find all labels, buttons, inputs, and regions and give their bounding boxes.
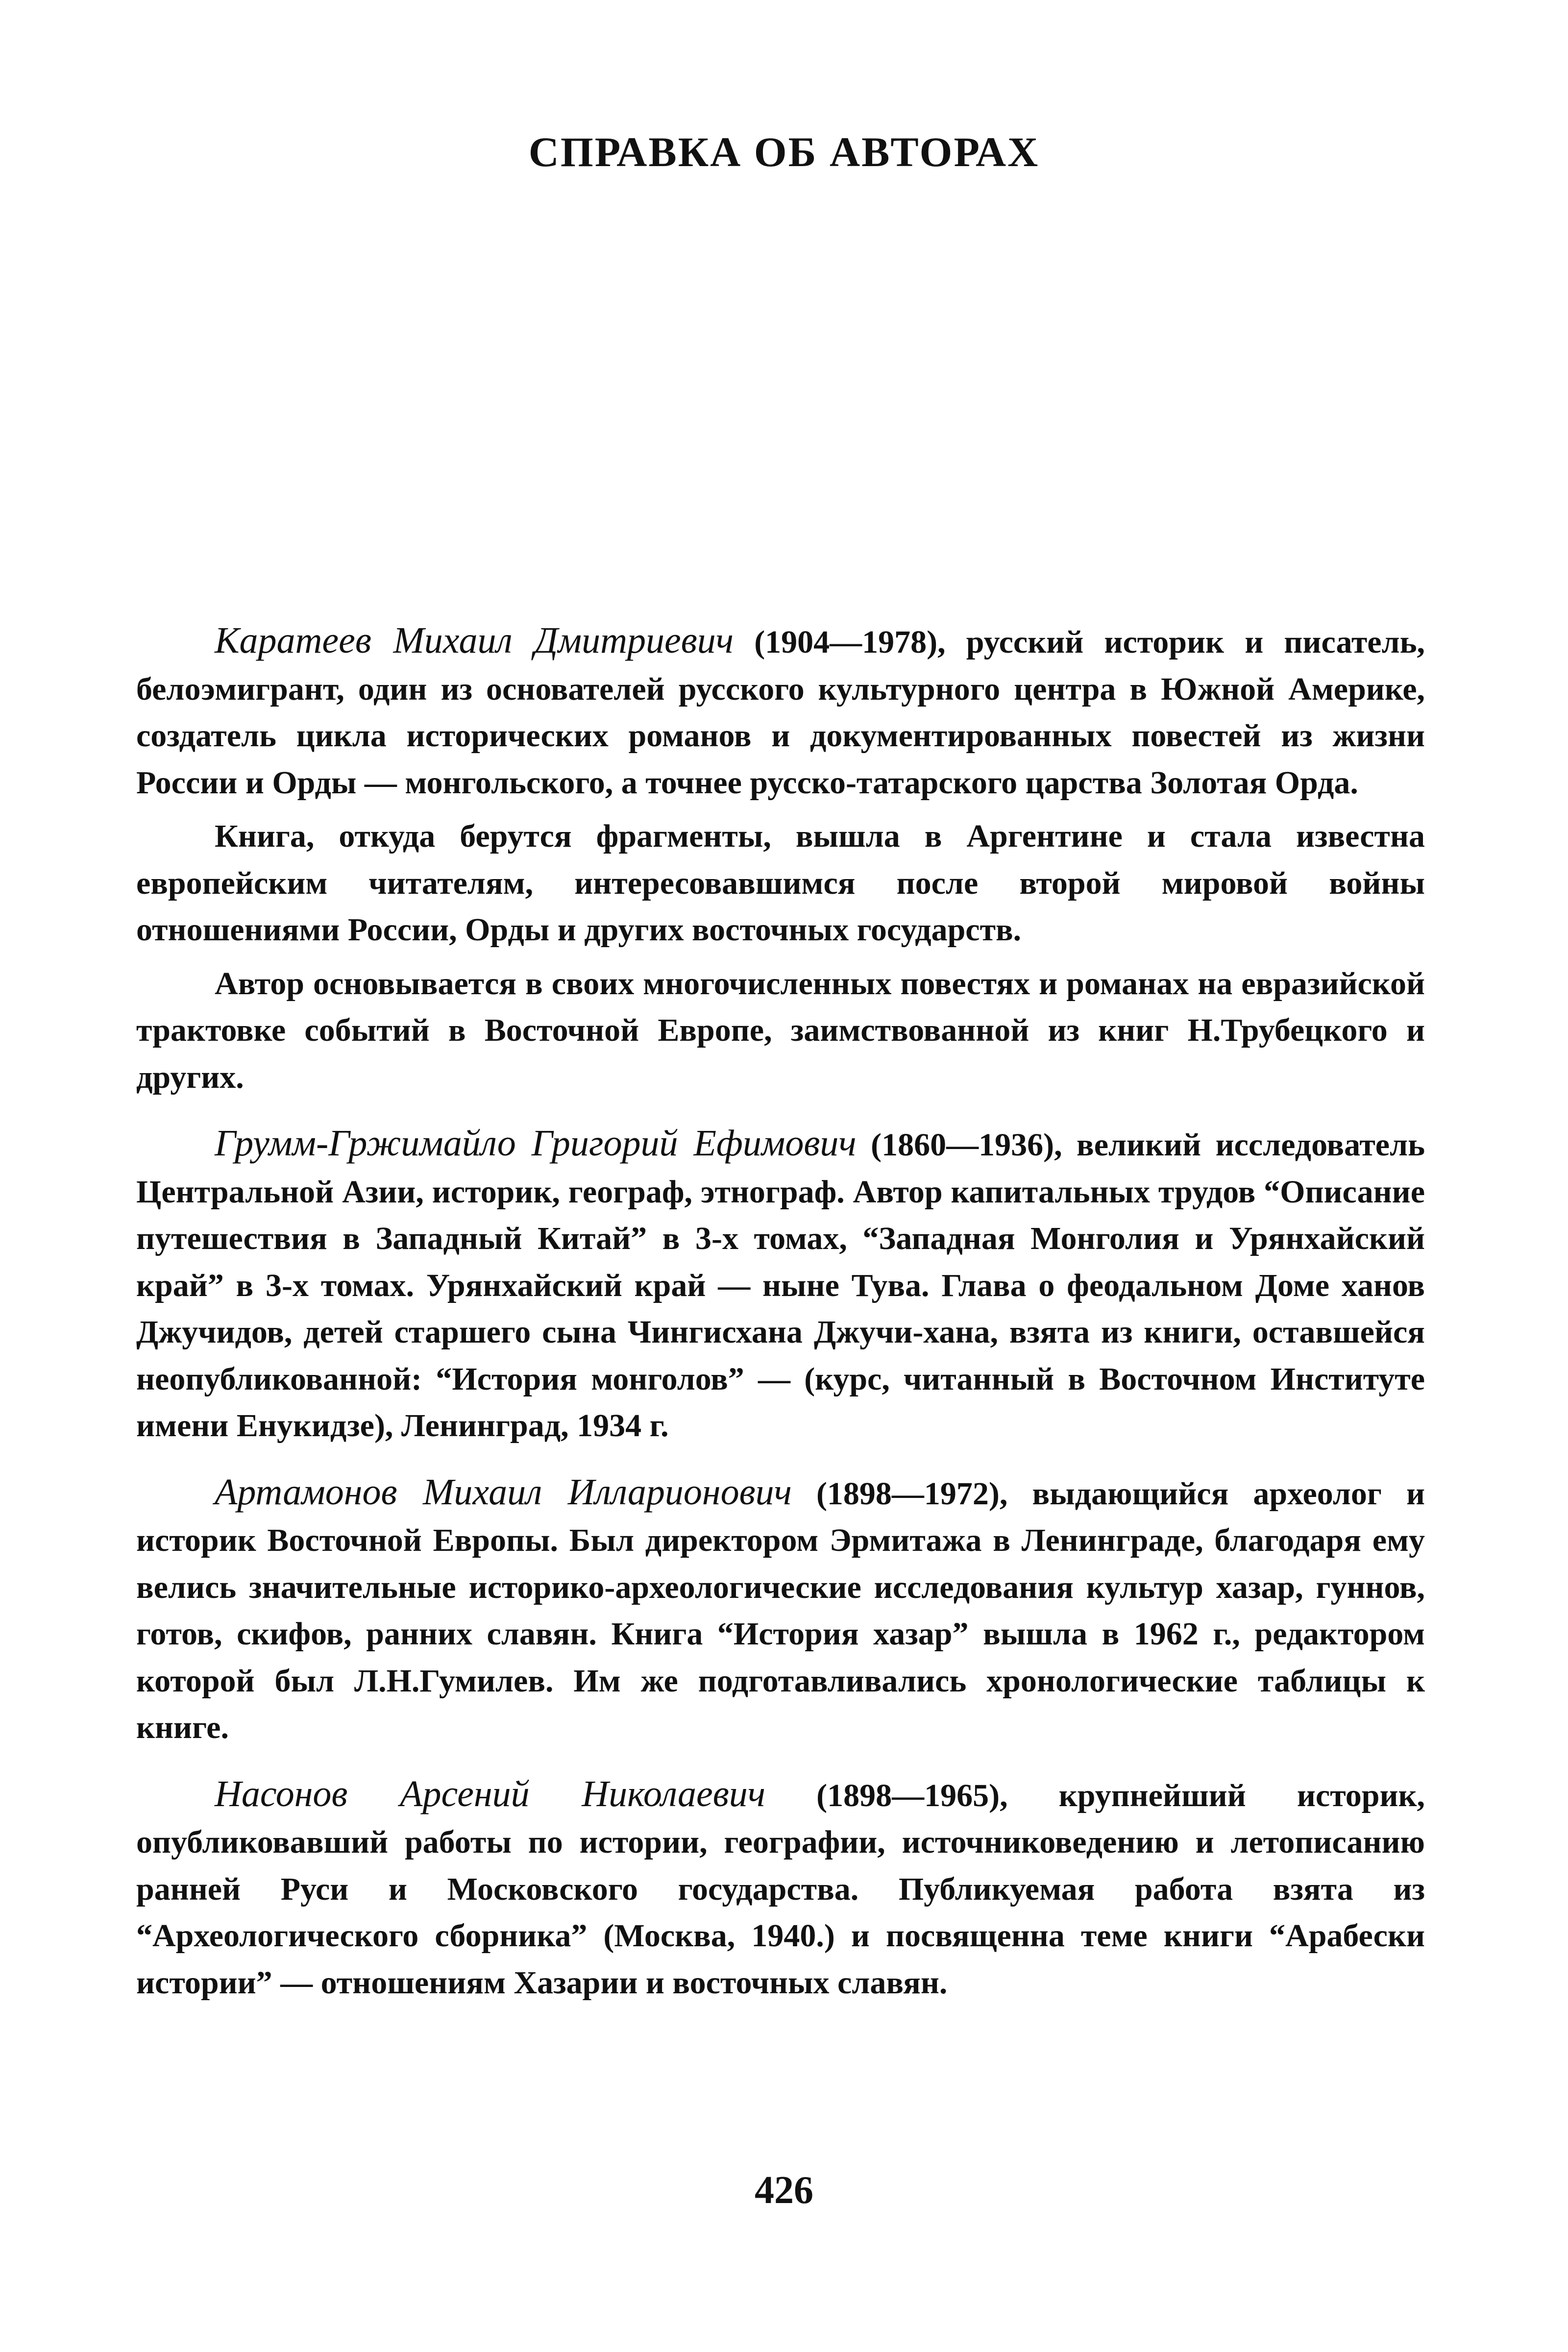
author-name: Каратеев Михаил Дмитриевич (215, 620, 734, 661)
page-title: СПРАВКА ОБ АВТОРАХ (528, 128, 1040, 175)
author-entry-nasonov (136, 1771, 1425, 2007)
entry-paragraph: Книга, откуда берутся фрагменты, вышла в Аргентине и стала известна европейским читателям, интересовавшимся после второй мировой войны отношениями России, Орды и других восточных государств. (136, 818, 1425, 948)
entry-text: (1898—1972), выдающийся археолог и историк Восточной Европы. Был директором Эрмитажа в Ленинграде, благодаря ему велись значительные историко-археологические исследования культур хазар, гуннов, готов, скифов, ранних славян. Книга “История хазар” вышла в 1962 г., редактором которой был Л.Н.Гумилев. Им же подготавливались хронологические таблицы к книге. (136, 1475, 1425, 1745)
author-name: Грумм-Гржимайло Григорий Ефимович (215, 1123, 857, 1164)
entry-text: (1898—1965), крупнейший историк, опубликовавший работы по истории, географии, источниковедению и летописанию ранней Руси и Московского государства. Публикуемая работа взята из “Археологического сборника” (Москва, 1940.) и посвященна теме книги “Арабески истории” — отношениям Хазарии и восточных славян. (136, 1777, 1425, 2001)
author-entry-grumm-grzhimailo (136, 1120, 1425, 1449)
entry-paragraph: Автор основывается в своих многочисленных повестях и романах на евразийской трактовке событий в Восточной Европе, заимствованной из книг Н.Трубецкого и других. (136, 965, 1425, 1095)
entry-text: (1860—1936), великий исследователь Центральной Азии, историк, географ, этнограф. Автор капитальных трудов “Описание путешествия в Западный Китай” в 3-х томах, “Западная Монголия и Урянхайский край” в 3-х томах. Урянхайский край — ныне Тува. Глава о феодальном Доме ханов Джучидов, детей старшего сына Чингисхана Джучи-хана, взята из книги, оставшейся неопубликованной: “История монголов” — (курс, читанный в Восточном Институте имени Енукидзе), Ленинград, 1934 г. (136, 1127, 1425, 1444)
author-entry-artamonov (136, 1469, 1425, 1751)
entry-paragraph (136, 1771, 1425, 2007)
entry-paragraph (136, 617, 1425, 806)
author-entry-karateev (136, 617, 1425, 1101)
author-name: Насонов Арсений Николаевич (215, 1773, 765, 1814)
author-name: Артамонов Михаил Илларионович (215, 1471, 792, 1513)
author-entries (136, 617, 1425, 2026)
entry-text: (1904—1978), русский историк и писатель, белоэмигрант, один из основателей русского культурного центра в Южной Америке, создатель цикла исторических романов и документированных повестей из жизни России и Орды — монгольского, а точнее русско-татарского царства Золотая Орда. (136, 624, 1425, 801)
entry-paragraph (136, 1120, 1425, 1449)
page-number: 426 (755, 2169, 813, 2212)
entry-paragraph (136, 1469, 1425, 1751)
